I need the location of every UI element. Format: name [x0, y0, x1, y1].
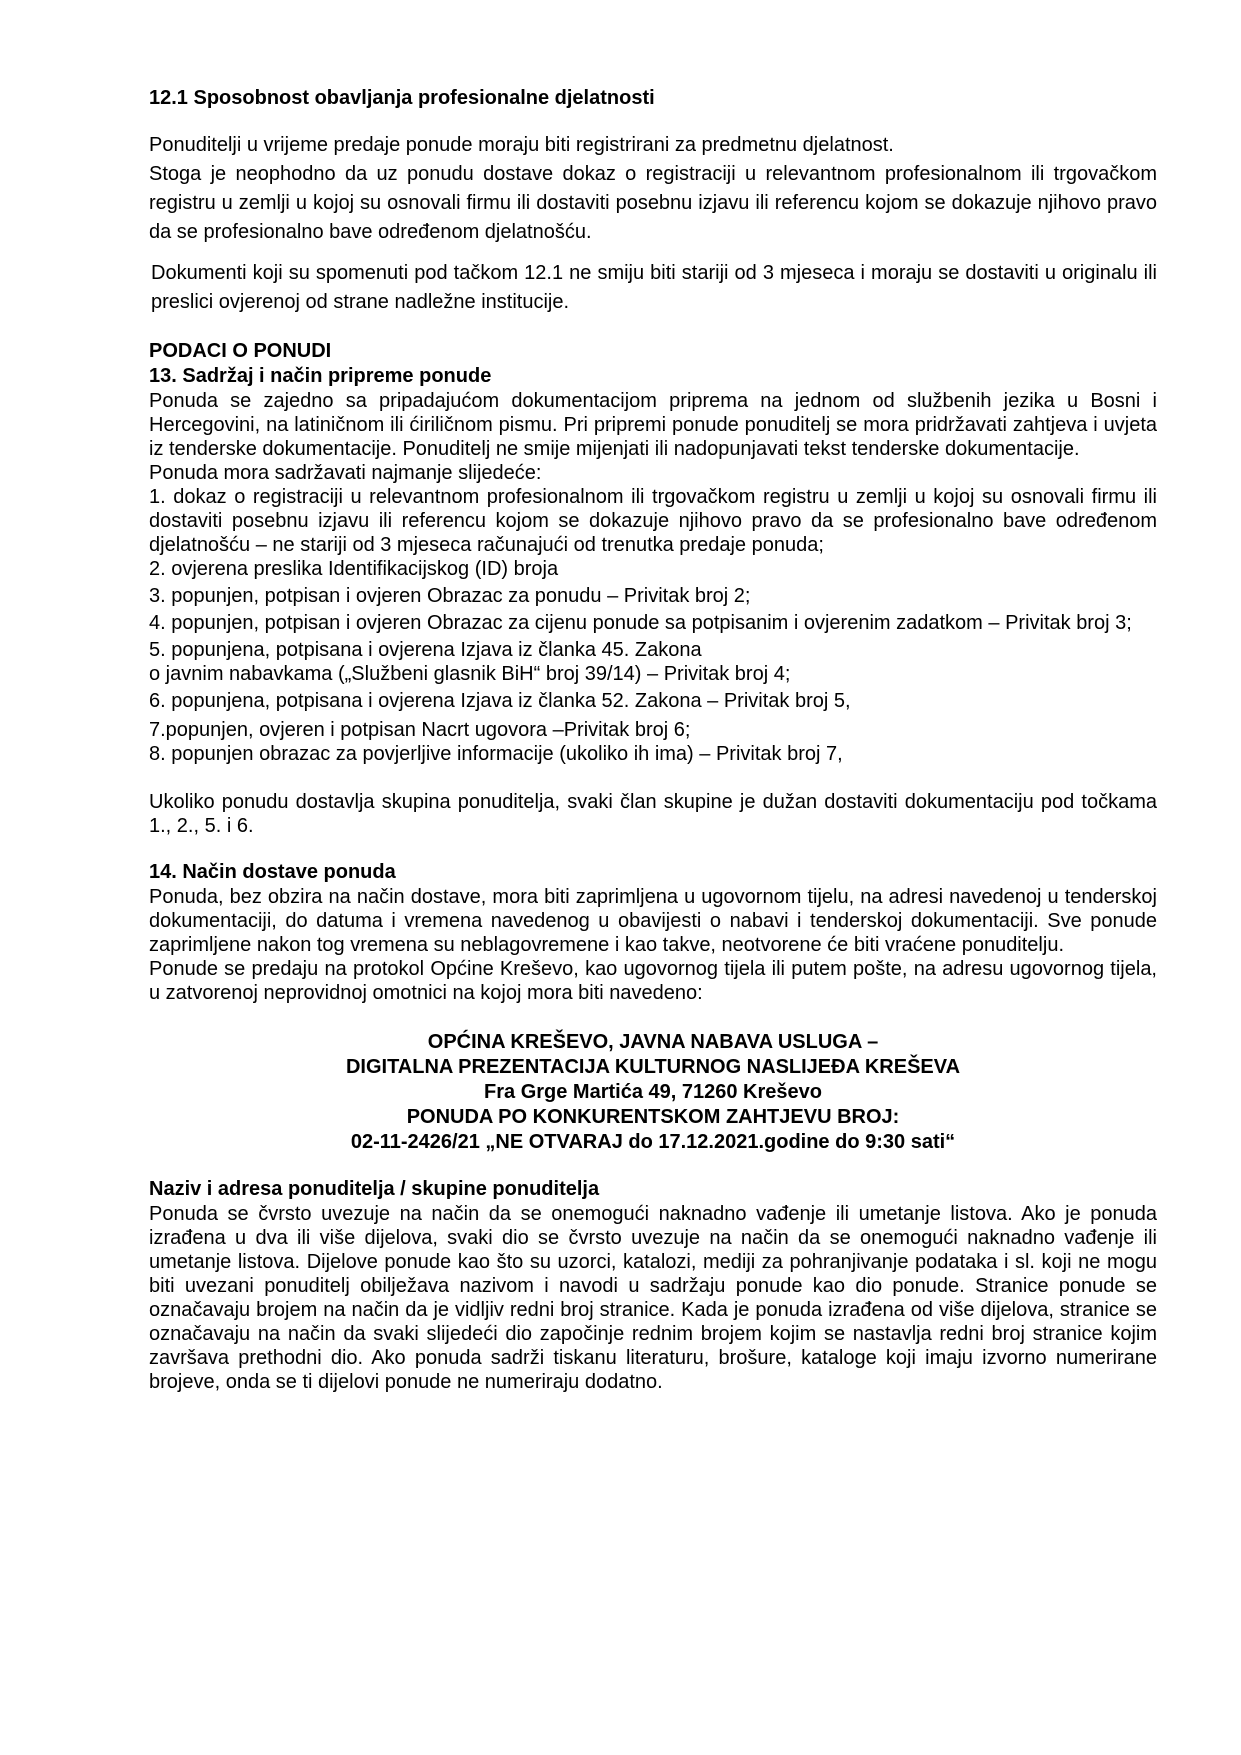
list-item: 6. popunjena, potpisana i ovjerena Izjava iz članka 52. Zakona – Privitak broj 5, — [149, 690, 851, 712]
address-line: OPĆINA KREŠEVO, JAVNA NABAVA USLUGA – — [427, 1031, 879, 1053]
list-intro: Ponuda mora sadržavati najmanje slijedeće: — [149, 462, 542, 484]
section-heading-bidder-name: Naziv i adresa ponuditelja / skupine ponuditelja — [149, 1178, 600, 1200]
list-item: 1. dokaz o registraciji u relevantnom profesionalnom ili trgovačkom registru u zemlji u kojoj su osnovali firmu ili dostaviti posebnu izjavu ili referencu kojom se dokazuje njihovo pravo da se profesionalno bave određenom djelatnošću – ne stariji od 3 mjeseca računajući od trenutka predaje ponuda; — [149, 486, 1157, 556]
paragraph-documents-age: Dokumenti koji su spomenuti pod tačkom 12.1 ne smiju biti stariji od 3 mjeseca i moraju se dostaviti u originalu ili preslici ovjerenoj od strane nadležne institucije. — [151, 262, 1157, 313]
list-item: 4. popunjen, potpisan i ovjeren Obrazac za cijenu ponude sa potpisanim i ovjerenim zadatkom – Privitak broj 3; — [149, 612, 1132, 634]
list-item: 3. popunjen, potpisan i ovjeren Obrazac za ponudu – Privitak broj 2; — [149, 585, 751, 607]
section-title-offer-data: PODACI O PONUDI — [149, 340, 332, 362]
section-heading-14: 14. Način dostave ponuda — [149, 861, 396, 883]
section-heading-12-1: 12.1 Sposobnost obavljanja profesionalne djelatnosti — [149, 87, 655, 109]
address-line: 02-11-2426/21 „NE OTVARAJ do 17.12.2021.godine do 9:30 sati“ — [350, 1131, 956, 1153]
paragraph-registration — [149, 131, 1157, 247]
list-item: 7.popunjen, ovjeren i potpisan Nacrt ugovora –Privitak broj 6; — [149, 719, 691, 741]
address-line: DIGITALNA PREZENTACIJA KULTURNOG NASLIJEĐA KREŠEVA — [345, 1056, 961, 1078]
paragraph-binding: Ponuda se čvrsto uvezuje na način da se onemogući naknadno vađenje ili umetanje listova. Ako je ponuda izrađena u dva ili više dijelova, svaki dio se čvrsto uvezuje na način da se onemogući naknadno vađenje ili umetanje listova. Dijelove ponude kao što su uzorci, katalozi, mediji za pohranjivanje podataka i sl. koji ne mogu biti uvezani ponuditelj obilježava nazivom i navodi u sadržaju ponude kao dio ponude. Stranice ponude se označavaju brojem na način da je vidljiv redni broj stranice. Kada je ponuda izrađena od više dijelova, stranice se označavaju na način da svaki slijedeći dio započinje rednim brojem kojim se nastavlja redni broj stranice kojim završava prethodni dio. Ako ponuda sadrži tiskanu literaturu, brošure, kataloge koji imaju izvorno numerirane brojeve, onda se ti dijelovi ponude ne numeriraju dodatno. — [149, 1203, 1157, 1393]
section-heading-13: 13. Sadržaj i način pripreme ponude — [149, 365, 492, 387]
paragraph-offer-preparation: Ponuda se zajedno sa pripadajućom dokumentacijom priprema na jednom od službenih jezika u Bosni i Hercegovini, na latiničnom ili ćiriličnom pismu. Pri pripremi ponude ponuditelj se mora pridržavati zahtjeva i uvjeta iz tenderske dokumentacije. Ponuditelj ne smije mijenjati ili nadopunjavati tekst tenderske dokumentacije. — [149, 390, 1157, 460]
document-page — [149, 86, 1157, 1394]
list-item: 5. popunjena, potpisana i ovjerena Izjava iz članka 45. Zakona — [149, 639, 702, 661]
paragraph-delivery: Ponuda, bez obzira na način dostave, mora biti zaprimljena u ugovornom tijelu, na adresi navedenoj u tenderskoj dokumentaciji, do datuma i vremena navedenog u obavijesti o nabavi i tenderskoj dokumentaciji. Sve ponude zaprimljene nakon tog vremena su neblagovremene i kao takve, neotvorene će biti vraćene ponuditelju. — [149, 886, 1157, 956]
paragraph-registration-line1: Ponuditelji u vrijeme predaje ponude moraju biti registrirani za predmetnu djelatnost. — [149, 134, 894, 156]
paragraph-registration-rest: Stoga je neophodno da uz ponudu dostave dokaz o registraciji u relevantnom profesionalnom ili trgovačkom registru u zemlji u kojoj su osnovali firmu ili dostaviti posebnu izjavu ili referencu kojom se dokazuje njihovo pravo da se profesionalno bave određenom djelatnošću. — [149, 163, 1157, 243]
paragraph-submission: Ponude se predaju na protokol Općine Kreševo, kao ugovornog tijela ili putem pošte, na adresu ugovornog tijela, u zatvorenoj neprovidnoj omotnici na kojoj mora biti navedeno: — [149, 958, 1157, 1004]
address-line: PONUDA PO KONKURENTSKOM ZAHTJEVU BROJ: — [406, 1106, 900, 1128]
list-item: o javnim nabavkama („Službeni glasnik BiH“ broj 39/14) – Privitak broj 4; — [149, 663, 791, 685]
list-item: 8. popunjen obrazac za povjerljive informacije (ukoliko ih ima) – Privitak broj 7, — [149, 743, 843, 765]
paragraph-group-bidders: Ukoliko ponudu dostavlja skupina ponuditelja, svaki član skupine je dužan dostaviti dokumentaciju pod točkama 1., 2., 5. i 6. — [149, 791, 1157, 837]
envelope-address-block — [149, 1030, 1157, 1155]
list-item: 2. ovjerena preslika Identifikacijskog (ID) broja — [149, 558, 559, 580]
address-line: Fra Grge Martića 49, 71260 Kreševo — [484, 1081, 822, 1103]
